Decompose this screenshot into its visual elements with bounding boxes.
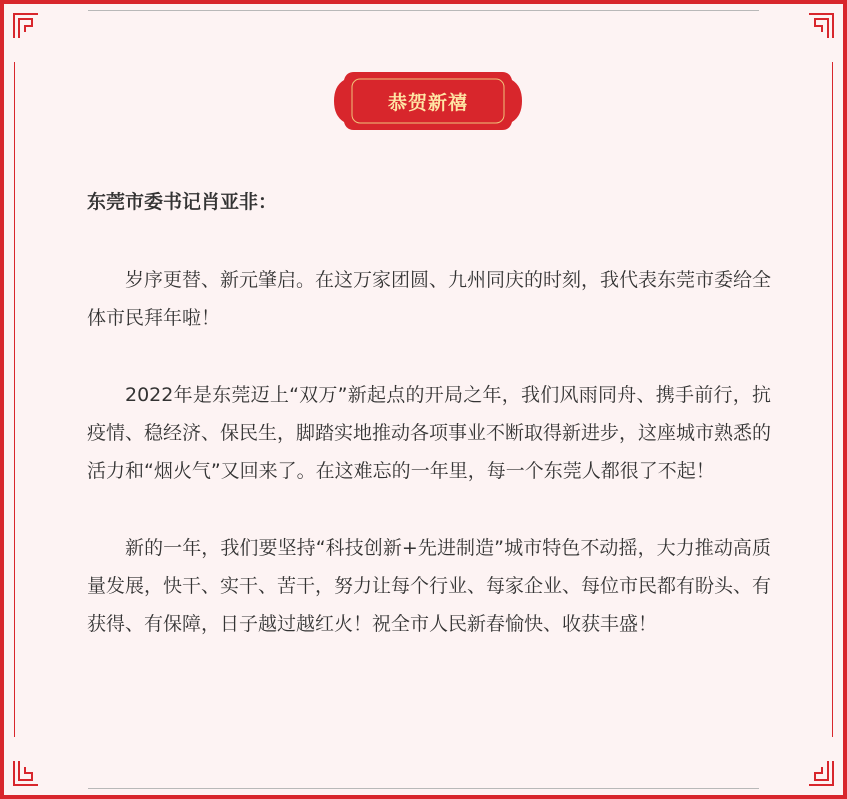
top-divider xyxy=(88,10,759,11)
paragraph: 岁序更替、新元肇启。在这万家团圆、九州同庆的时刻，我代表东莞市委给全体市民拜年啦！ xyxy=(87,269,772,329)
right-border-line xyxy=(832,62,833,737)
corner-ornament-icon xyxy=(12,12,40,40)
corner-ornament-icon xyxy=(12,759,40,787)
salutation: 东莞市委书记肖亚非： xyxy=(87,191,278,213)
bottom-divider xyxy=(88,788,759,789)
paragraph: 新的一年，我们要坚持“科技创新+先进制造”城市特色不动摇，大力推动高质量发展，快干、实干、苦干，努力让每个行业、每家企业、每位市民都有盼头、有获得、有保障，日子越过越红火！祝全市人民新春愉快、收获丰盛！ xyxy=(87,537,772,635)
badge-title: 恭贺新禧 xyxy=(387,92,468,114)
letter-body xyxy=(87,184,771,682)
left-border-line xyxy=(14,62,15,737)
corner-ornament-icon xyxy=(807,759,835,787)
corner-ornament-icon xyxy=(807,12,835,40)
paragraph: 2022年是东莞迈上“双万”新起点的开局之年，我们风雨同舟、携手前行，抗疫情、稳经济、保民生，脚踏实地推动各项事业不断取得新进步，这座城市熟悉的活力和“烟火气”又回来了。在这难忘的一年里，每一个东莞人都很了不起！ xyxy=(87,384,772,482)
title-badge xyxy=(334,66,522,136)
